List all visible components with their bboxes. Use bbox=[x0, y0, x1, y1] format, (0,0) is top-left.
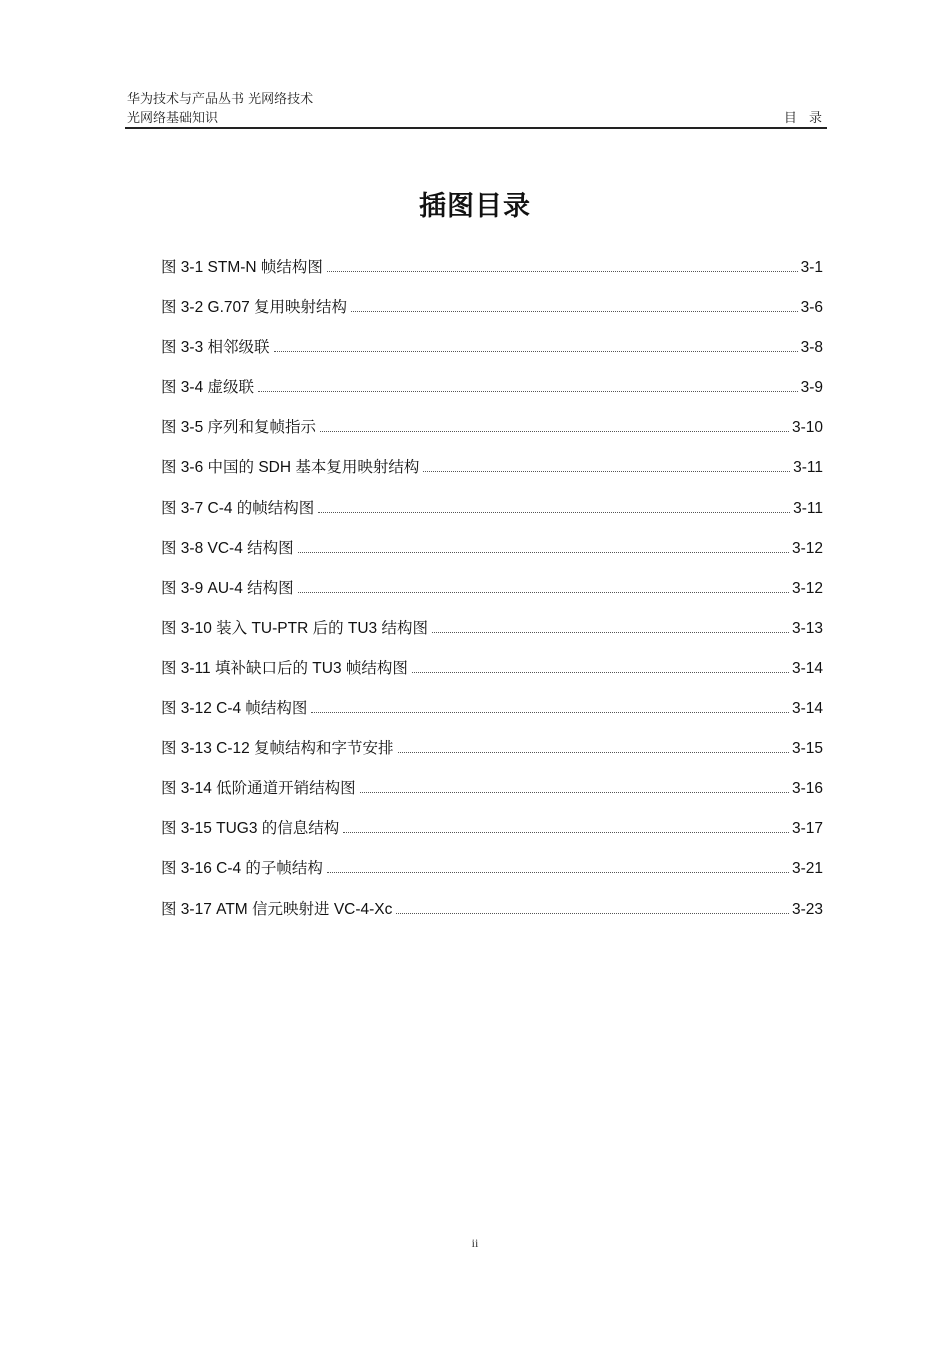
page-title: 插图目录 bbox=[419, 191, 531, 222]
toc-entry[interactable] bbox=[161, 255, 823, 295]
toc-entry[interactable] bbox=[161, 736, 823, 776]
dot-leader bbox=[343, 832, 789, 833]
toc-entry-label: 图 3-13 C-12 复帧结构和字节安排 bbox=[161, 740, 394, 758]
toc-entry-label: 图 3-4 虚级联 bbox=[161, 379, 255, 397]
header-rule bbox=[125, 127, 827, 129]
dot-leader bbox=[298, 592, 789, 593]
dot-leader bbox=[320, 431, 789, 432]
toc-entry[interactable] bbox=[161, 295, 823, 335]
toc-entry[interactable] bbox=[161, 776, 823, 816]
toc-entry-label: 图 3-11 填补缺口后的 TU3 帧结构图 bbox=[161, 659, 408, 677]
toc-entry[interactable] bbox=[161, 496, 823, 536]
toc-entry-page: 3-23 bbox=[791, 900, 823, 918]
toc-entry-page: 3-14 bbox=[791, 659, 823, 677]
toc-entry[interactable] bbox=[161, 696, 823, 736]
toc-entry-label: 图 3-3 相邻级联 bbox=[161, 339, 270, 357]
toc-entry-page: 3-10 bbox=[791, 419, 823, 437]
toc-entry-label: 图 3-16 C-4 的子帧结构 bbox=[161, 860, 323, 878]
toc-entry-page: 3-21 bbox=[791, 860, 823, 878]
figure-list bbox=[161, 255, 823, 937]
toc-entry-page: 3-11 bbox=[793, 499, 823, 517]
section-name: 目 录 bbox=[783, 111, 826, 126]
toc-entry-label: 图 3-15 TUG3 的信息结构 bbox=[161, 820, 340, 838]
toc-entry[interactable] bbox=[161, 897, 823, 937]
toc-entry-label: 图 3-9 AU-4 结构图 bbox=[161, 579, 294, 597]
toc-entry-page: 3-6 bbox=[800, 299, 823, 317]
toc-entry[interactable] bbox=[161, 375, 823, 415]
toc-entry[interactable] bbox=[161, 576, 823, 616]
toc-entry-page: 3-1 bbox=[800, 259, 823, 276]
dot-leader bbox=[412, 672, 789, 673]
toc-entry-label: 图 3-12 C-4 帧结构图 bbox=[161, 700, 308, 718]
toc-entry[interactable] bbox=[161, 455, 823, 495]
toc-entry-label: 图 3-7 C-4 的帧结构图 bbox=[161, 499, 315, 517]
toc-entry-page: 3-17 bbox=[791, 820, 823, 838]
toc-entry[interactable] bbox=[161, 856, 823, 896]
toc-entry[interactable] bbox=[161, 335, 823, 375]
toc-entry-page: 3-15 bbox=[791, 740, 823, 758]
dot-leader bbox=[351, 311, 798, 312]
book-series-title: 华为技术与产品丛书 光网络技术 bbox=[127, 92, 314, 107]
dot-leader bbox=[274, 351, 798, 352]
toc-entry[interactable] bbox=[161, 656, 823, 696]
toc-entry-page: 3-8 bbox=[800, 339, 823, 357]
page-number: ii bbox=[471, 1236, 479, 1250]
toc-entry[interactable] bbox=[161, 616, 823, 656]
book-title: 光网络基础知识 bbox=[127, 111, 219, 126]
dot-leader bbox=[327, 271, 798, 272]
toc-entry-label: 图 3-6 中国的 SDH 基本复用映射结构 bbox=[161, 459, 420, 477]
toc-entry-page: 3-14 bbox=[791, 700, 823, 718]
toc-entry-page: 3-12 bbox=[791, 579, 823, 597]
toc-entry-label: 图 3-5 序列和复帧指示 bbox=[161, 419, 317, 437]
dot-leader bbox=[258, 391, 798, 392]
dot-leader bbox=[398, 752, 789, 753]
toc-entry-label: 图 3-2 G.707 复用映射结构 bbox=[161, 299, 348, 317]
dot-leader bbox=[318, 512, 790, 513]
dot-leader bbox=[423, 471, 790, 472]
dot-leader bbox=[327, 872, 789, 873]
toc-entry-label: 图 3-1 STM-N 帧结构图 bbox=[161, 259, 323, 276]
dot-leader bbox=[298, 552, 789, 553]
toc-entry-label: 图 3-14 低阶通道开销结构图 bbox=[161, 780, 356, 798]
dot-leader bbox=[432, 632, 789, 633]
toc-entry-page: 3-11 bbox=[793, 459, 823, 477]
toc-entry[interactable] bbox=[161, 415, 823, 455]
toc-entry-page: 3-13 bbox=[791, 619, 823, 637]
toc-entry-label: 图 3-10 装入 TU-PTR 后的 TU3 结构图 bbox=[161, 619, 428, 637]
toc-entry[interactable] bbox=[161, 816, 823, 856]
toc-entry-label: 图 3-8 VC-4 结构图 bbox=[161, 539, 294, 557]
running-header bbox=[127, 90, 313, 128]
toc-entry-page: 3-12 bbox=[791, 539, 823, 557]
dot-leader bbox=[311, 712, 789, 713]
toc-entry-page: 3-9 bbox=[800, 379, 823, 397]
dot-leader bbox=[396, 913, 789, 914]
dot-leader bbox=[360, 792, 789, 793]
toc-entry-label: 图 3-17 ATM 信元映射进 VC-4-Xc bbox=[161, 900, 393, 918]
toc-entry-page: 3-16 bbox=[791, 780, 823, 798]
toc-entry[interactable] bbox=[161, 536, 823, 576]
